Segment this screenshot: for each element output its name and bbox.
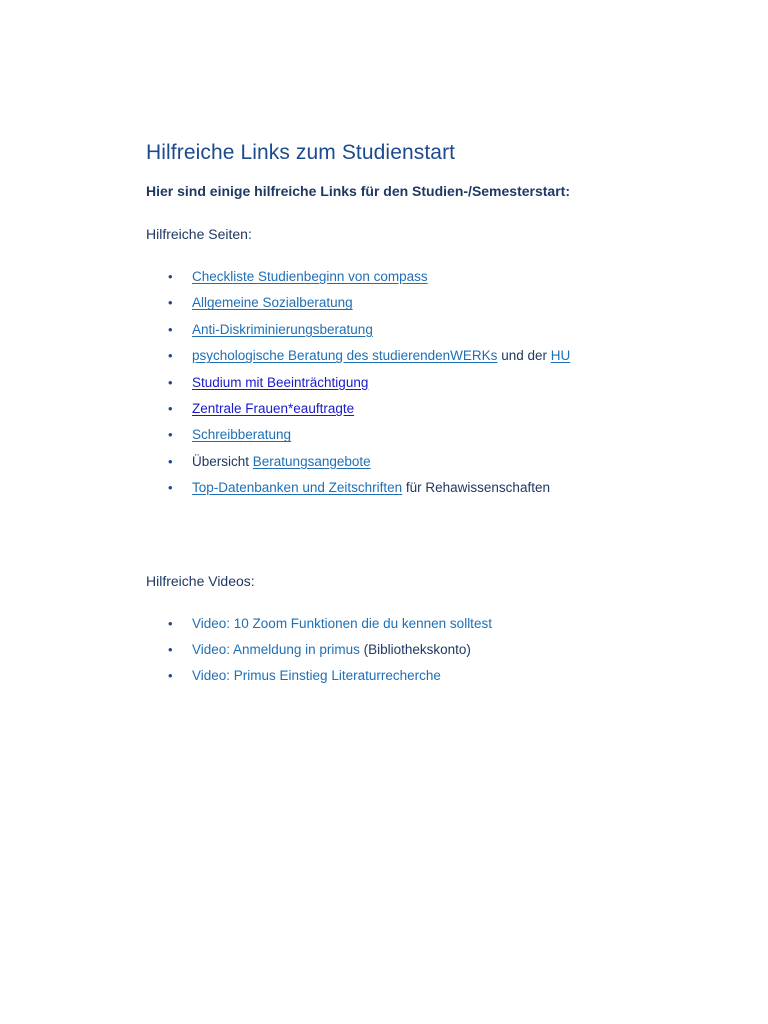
link-studium-mit-beeintraechtigung[interactable]: Studium mit Beeinträchtigung (192, 374, 369, 390)
connector-text: und der (497, 348, 551, 364)
bullet-icon: • (168, 321, 173, 337)
link-anti-diskriminierungsberatung[interactable]: Anti-Diskriminierungsberatung (192, 321, 373, 337)
bullet-icon: • (168, 480, 173, 496)
link-beratungsangebote[interactable]: Beratungsangebote (252, 453, 371, 469)
overview-text: Übersicht (192, 453, 253, 469)
helpful-pages-label: Hilfreiche Seiten: (146, 226, 252, 242)
helpful-pages-list (146, 267, 706, 505)
list-item (146, 346, 706, 372)
link-video-anmeldung-primus[interactable]: Video: Anmeldung in primus (192, 641, 360, 657)
list-item (146, 640, 706, 666)
main-content (146, 138, 706, 693)
list-item (146, 666, 706, 692)
link-checkliste-studienbeginn[interactable]: Checkliste Studienbeginn von compass (192, 269, 428, 284)
bullet-icon: • (168, 641, 173, 657)
bullet-icon: • (168, 453, 173, 469)
bullet-icon: • (168, 615, 173, 631)
list-item (146, 452, 706, 478)
rehawissenschaften-text: für Rehawissenschaften (402, 480, 550, 496)
intro-text: Hier sind einige hilfreiche Links für den Studien-/Semesterstart: (146, 183, 570, 199)
bibliothekskonto-text: (Bibliothekskonto) (359, 641, 471, 657)
bullet-icon: • (168, 348, 173, 364)
link-top-datenbanken[interactable]: Top-Datenbanken und Zeitschriften (192, 480, 403, 496)
list-item (146, 425, 706, 451)
list-item (146, 614, 706, 640)
list-item (146, 478, 706, 504)
list-item (146, 373, 706, 399)
bullet-icon: • (168, 668, 173, 684)
link-psychologische-beratung[interactable]: psychologische Beratung des studierendenWERKs (192, 348, 498, 364)
link-sozialberatung[interactable]: Allgemeine Sozialberatung (192, 295, 353, 311)
helpful-videos-list (146, 614, 706, 693)
link-schreibberatung[interactable]: Schreibberatung (192, 427, 292, 443)
list-item (146, 293, 706, 319)
bullet-icon: • (168, 269, 173, 284)
link-zentrale-frauenbeauftragte[interactable]: Zentrale Frauen*eauftragte (192, 400, 355, 416)
helpful-videos-label: Hilfreiche Videos: (146, 572, 255, 589)
bullet-icon: • (168, 374, 173, 390)
bullet-icon: • (168, 400, 173, 416)
link-video-primus-literaturrecherche[interactable]: Video: Primus Einstieg Literaturrecherche (192, 668, 441, 684)
bullet-icon: • (168, 295, 173, 311)
list-item (146, 320, 706, 346)
page-title: Hilfreiche Links zum Studienstart (146, 141, 456, 164)
link-video-zoom-funktionen[interactable]: Video: 10 Zoom Funktionen die du kennen solltest (192, 615, 492, 631)
list-item (146, 399, 706, 425)
list-item (146, 267, 706, 293)
bullet-icon: • (168, 427, 173, 443)
link-hu[interactable]: HU (550, 348, 571, 364)
